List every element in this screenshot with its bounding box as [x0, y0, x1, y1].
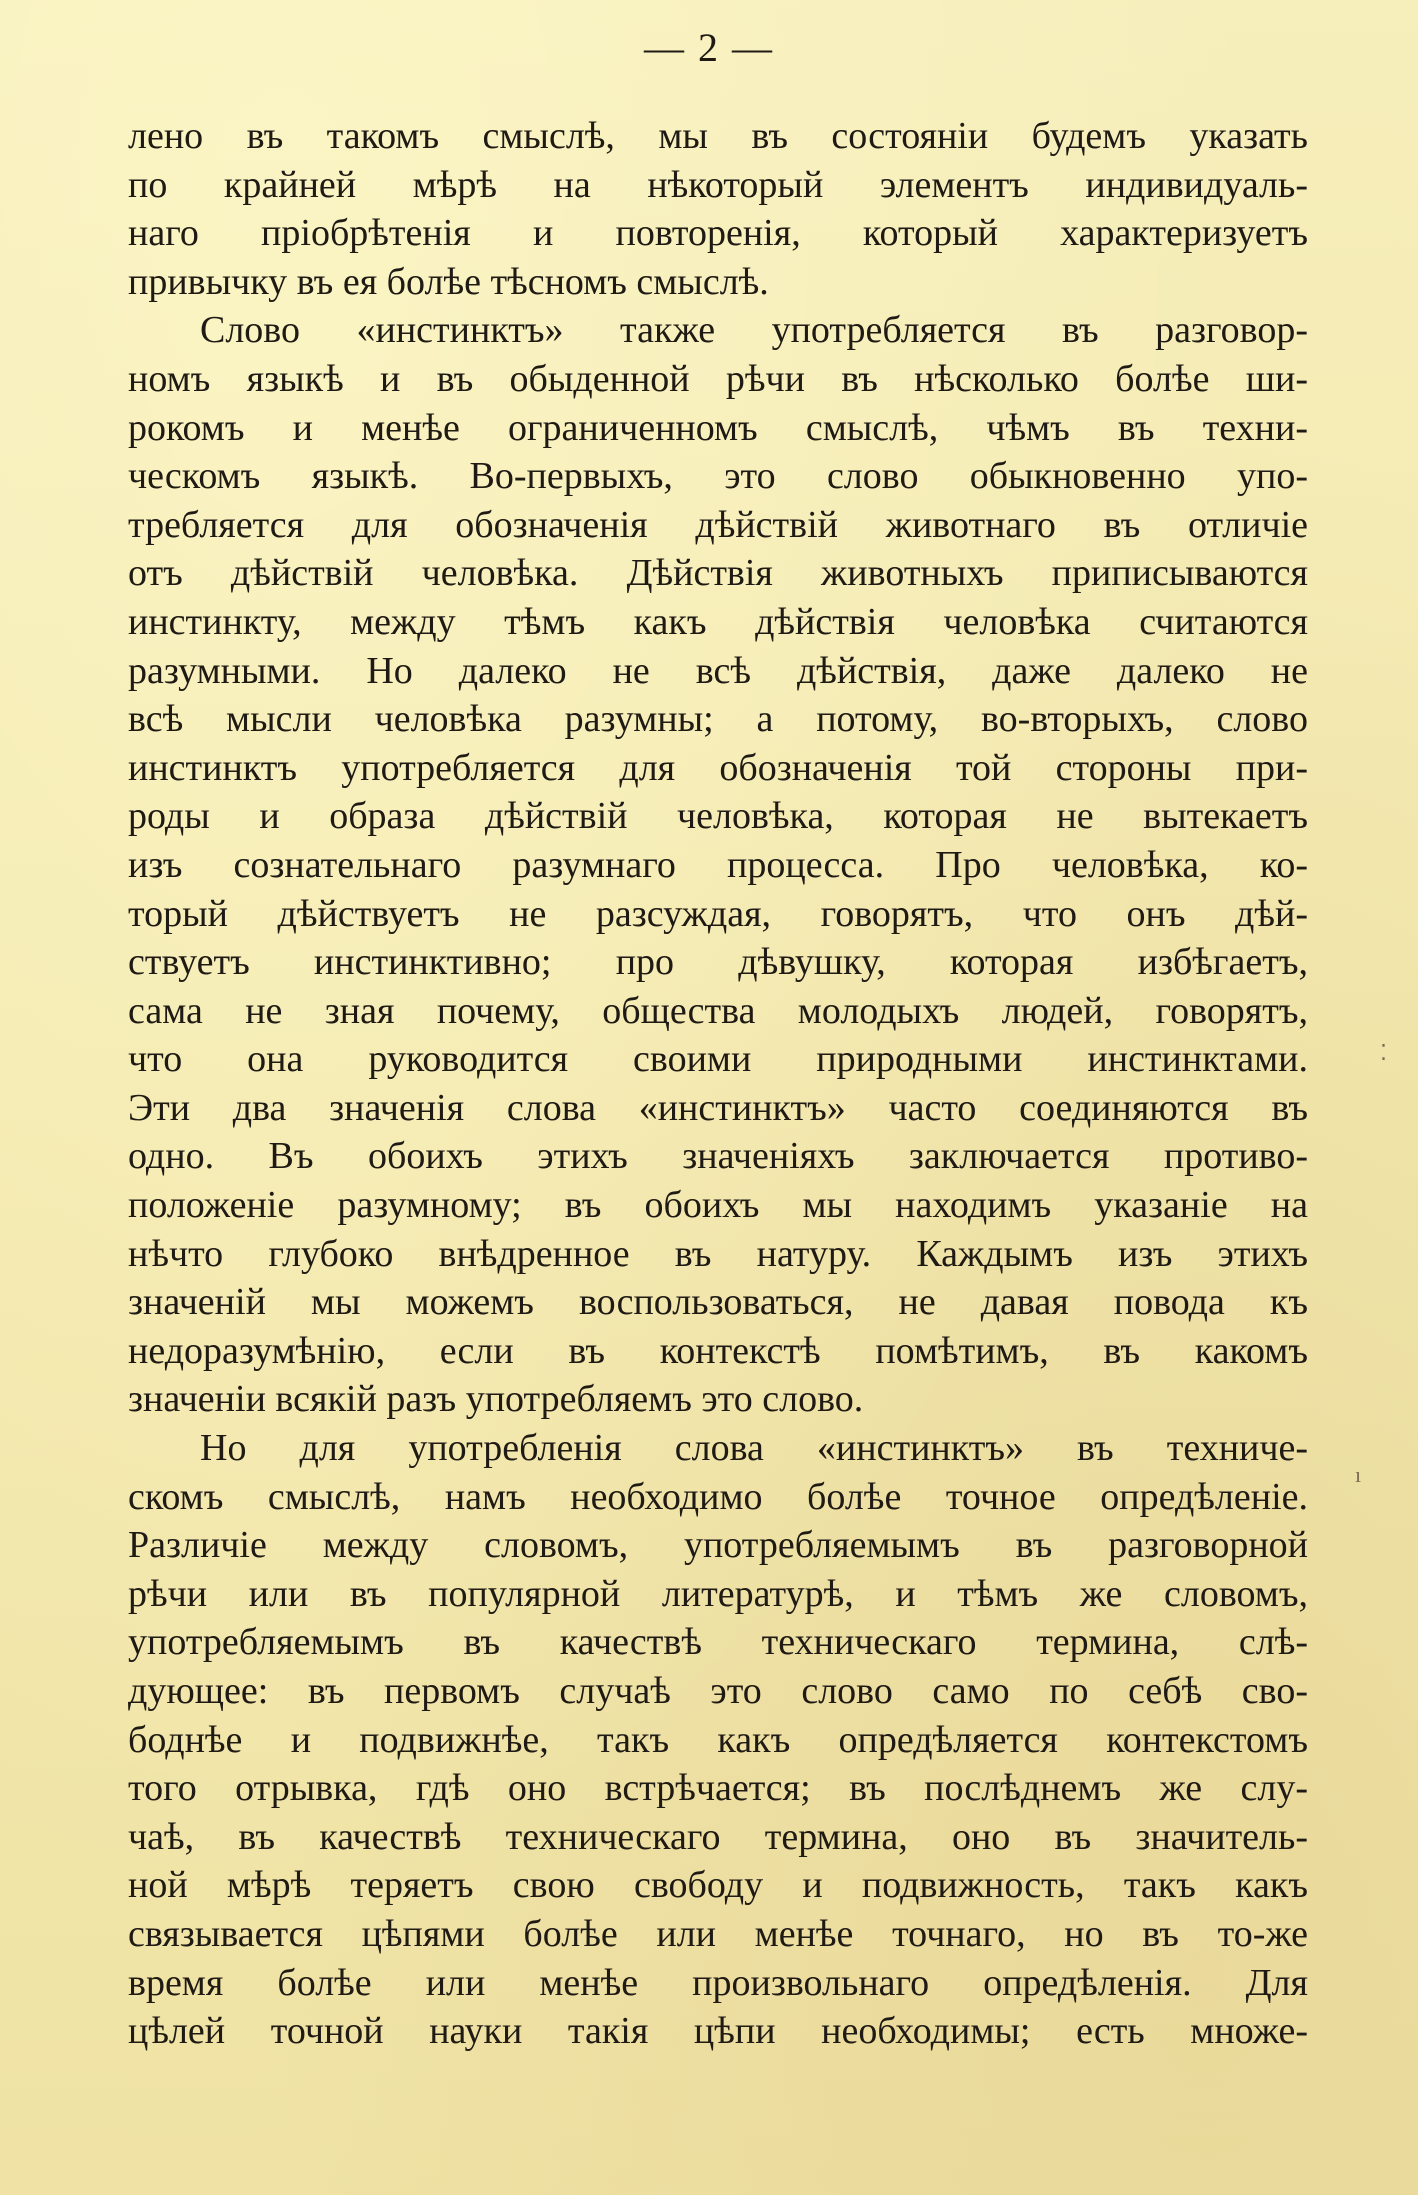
- text-line: боднѣе и подвижнѣе, такъ какъ опредѣляется контекстомъ: [128, 1718, 1308, 1761]
- text-line: положеніе разумному; въ обоихъ мы находимъ указаніе на: [128, 1184, 1308, 1227]
- text-line: инстинкту, между тѣмъ какъ дѣйствія человѣка считаются: [128, 600, 1308, 643]
- text-line: время болѣе или менѣе произвольнаго опредѣленія. Для: [128, 1961, 1308, 2004]
- text-line: значеніи всякій разъ употребляемъ это слово.: [128, 1378, 864, 1421]
- text-line: цѣлей точной науки такія цѣпи необходимы; есть множе-: [128, 2010, 1308, 2053]
- text-line: роды и образа дѣйствій человѣка, которая не вытекаетъ: [128, 795, 1308, 838]
- text-line: Слово «инстинктъ» также употребляется въ разговор-: [200, 309, 1308, 352]
- text-line: Но для употребленія слова «инстинктъ» въ техниче-: [200, 1427, 1308, 1470]
- page-number: — 2 —: [644, 25, 774, 70]
- text-line: Различіе между словомъ, употребляемымъ въ разговорной: [128, 1524, 1308, 1567]
- text-line: ческомъ языкѣ. Во-первыхъ, это слово обыкновенно упо-: [128, 455, 1308, 498]
- text-line: лено въ такомъ смыслѣ, мы въ состояніи будемъ указать: [128, 115, 1308, 157]
- text-line: дующее: въ первомъ случаѣ это слово само по себѣ сво-: [128, 1670, 1308, 1712]
- text-line: ной мѣрѣ теряетъ свою свободу и подвижность, такъ какъ: [128, 1864, 1308, 1907]
- text-line: недоразумѣнію, если въ контекстѣ помѣтимъ, въ какомъ: [128, 1329, 1308, 1372]
- text-line: одно. Въ обоихъ этихъ значеніяхъ заключается противо-: [128, 1135, 1308, 1178]
- text-line: инстинктъ употребляется для обозначенія той стороны при-: [128, 746, 1308, 789]
- margin-speck-mark: ⁚: [1380, 1040, 1387, 1065]
- text-line: что она руководится своими природными инстинктами.: [128, 1038, 1308, 1081]
- text-line: отъ дѣйствій человѣка. Дѣйствія животныхъ приписываются: [128, 552, 1308, 595]
- text-line: Эти два значенія слова «инстинктъ» часто соединяются въ: [128, 1086, 1308, 1129]
- text-line: требляется для обозначенія дѣйствій животнаго въ отличіе: [128, 503, 1308, 546]
- text-line: наго пріобрѣтенія и повторенія, который характеризуетъ: [128, 212, 1308, 255]
- body-text: [128, 112, 1308, 2056]
- text-line: торый дѣйствуетъ не разсуждая, говорятъ, что онъ дѣй-: [128, 892, 1308, 935]
- text-line: нѣчто глубоко внѣдренное въ натуру. Каждымъ изъ этихъ: [128, 1232, 1308, 1275]
- text-line: рокомъ и менѣе ограниченномъ смыслѣ, чѣмъ въ техни-: [128, 406, 1308, 449]
- text-line: чаѣ, въ качествѣ техническаго термина, оно въ значитель-: [128, 1815, 1308, 1858]
- text-line: связывается цѣпями болѣе или менѣе точнаго, но въ то-же: [128, 1912, 1308, 1955]
- margin-speck-mark: ı: [1355, 1462, 1362, 1487]
- text-line: всѣ мысли человѣка разумны; а потому, во-вторыхъ, слово: [128, 698, 1308, 741]
- text-line: сама не зная почему, общества молодыхъ людей, говорятъ,: [128, 989, 1308, 1032]
- text-line: номъ языкѣ и въ обыденной рѣчи въ нѣсколько болѣе ши-: [128, 357, 1308, 400]
- text-line: значеній мы можемъ воспользоваться, не давая повода къ: [128, 1281, 1308, 1324]
- text-line: ствуетъ инстинктивно; про дѣвушку, которая избѣгаетъ,: [128, 941, 1308, 984]
- text-line: изъ сознательнаго разумнаго процесса. Про человѣка, ко-: [128, 843, 1308, 886]
- text-line: рѣчи или въ популярной литературѣ, и тѣмъ же словомъ,: [128, 1572, 1308, 1615]
- text-line: употребляемымъ въ качествѣ техническаго термина, слѣ-: [128, 1621, 1308, 1664]
- text-line: скомъ смыслѣ, намъ необходимо болѣе точное опредѣленіе.: [128, 1475, 1308, 1518]
- text-line: того отрывка, гдѣ оно встрѣчается; въ послѣднемъ же слу-: [128, 1767, 1308, 1810]
- text-line: разумными. Но далеко не всѣ дѣйствія, даже далеко не: [128, 649, 1308, 692]
- text-line: привычку въ ея болѣе тѣсномъ смыслѣ.: [128, 260, 769, 303]
- text-line: по крайней мѣрѣ на нѣкоторый элементъ индивидуаль-: [128, 163, 1308, 206]
